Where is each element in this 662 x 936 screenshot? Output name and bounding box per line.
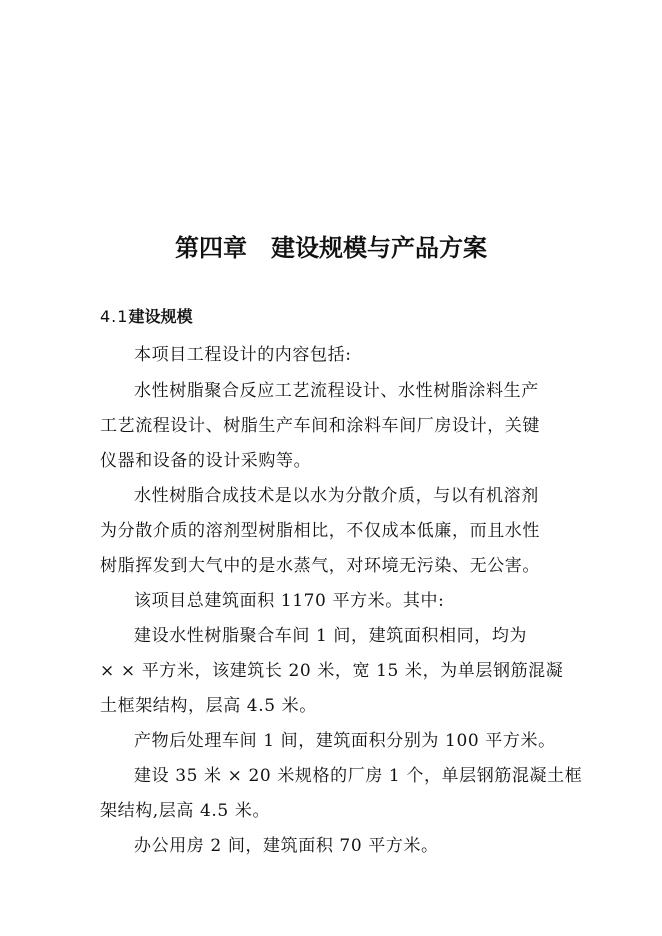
paragraph-line: 架结构,层高 4.5 米。 xyxy=(100,801,271,821)
paragraph-line: 工艺流程设计、树脂生产车间和涂料车间厂房设计，关键 xyxy=(100,416,540,436)
paragraph-line: 水性树脂合成技术是以水为分散介质，与以有机溶剂 xyxy=(134,486,539,506)
paragraph-line: 仪器和设备的设计采购等。 xyxy=(100,451,312,471)
paragraph-line: 该项目总建筑面积 1170 平方米。其中: xyxy=(134,591,445,611)
chapter-title xyxy=(0,228,662,263)
paragraph-line: 水性树脂聚合反应工艺流程设计、水性树脂涂料生产 xyxy=(134,381,539,401)
paragraph-line: × × 平方米，该建筑长 20 米，宽 15 米，为单层钢筋混凝 xyxy=(100,661,564,681)
paragraph-line: 树脂挥发到大气中的是水蒸气，对环境无污染、无公害。 xyxy=(100,556,540,576)
section-title: 建设规模 xyxy=(128,307,193,326)
chapter-number: 第四章 xyxy=(175,233,247,262)
paragraph-line: 产物后处理车间 1 间，建筑面积分别为 100 平方米。 xyxy=(134,731,556,751)
chapter-title-text: 建设规模与产品方案 xyxy=(271,233,487,262)
section-number: 4.1 xyxy=(100,307,129,326)
paragraph-line: 建设水性树脂聚合车间 1 间，建筑面积相同，均为 xyxy=(134,626,528,646)
paragraph-line: 土框架结构，层高 4.5 米。 xyxy=(100,696,317,716)
paragraph-line: 建设 35 米 × 20 米规格的厂房 1 个，单层钢筋混凝土框 xyxy=(134,766,583,786)
paragraph-line: 办公用房 2 间，建筑面积 70 平方米。 xyxy=(134,836,439,856)
section-heading xyxy=(100,304,192,327)
paragraph-line: 为分散介质的溶剂型树脂相比，不仅成本低廉，而且水性 xyxy=(100,521,540,541)
paragraph-line: 本项目工程设计的内容包括: xyxy=(134,345,352,365)
